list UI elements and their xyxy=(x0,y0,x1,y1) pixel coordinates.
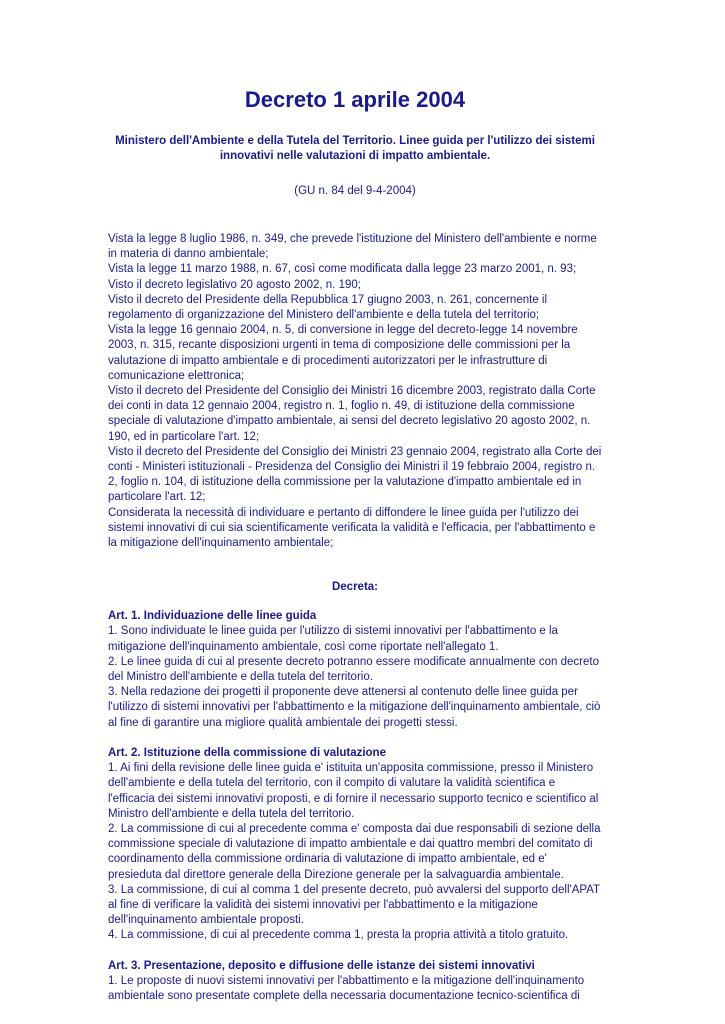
article-paragraph: 3. La commissione, di cui al comma 1 del presente decreto, può avvalersi del supporto dell'APAT al fine di verificare la validità dei sistemi innovativi per l'abbattimento e la mitigazione dell'inquinamento ambientale proposti. xyxy=(108,883,600,927)
premises-section xyxy=(108,232,602,551)
premise-item: Visto il decreto del Presidente del Consiglio dei Ministri 23 gennaio 2004, registrato alla Corte dei conti - Ministeri istituzionali - Presidenza del Consiglio dei Ministri il 19 febbraio 2004, registro n. 2, foglio n. 104, di istituzione della commissione per la valutazione d'impatto ambientale ed in particolare l'art. 12; xyxy=(108,445,602,504)
premise-item: Vista la legge 11 marzo 1988, n. 67, così come modificata dalla legge 23 marzo 2001, n. 93; xyxy=(108,263,577,276)
article-paragraph: 4. La commissione, di cui al precedente comma 1, presta la propria attività a titolo gratuito. xyxy=(108,929,569,942)
article-paragraph: 1. Le proposte di nuovi sistemi innovativi per l'abbattimento e la mitigazione dell'inquinamento ambientale sono presentate complete della necessaria documentazione tecnico-scientifica di xyxy=(108,974,585,1002)
article-paragraph: 2. Le linee guida di cui al presente decreto potranno essere modificate annualmente con decreto del Ministro dell'ambiente e della tutela del territorio. xyxy=(108,655,599,684)
premise-item: Visto il decreto del Presidente della Repubblica 17 giugno 2003, n. 261, concernente il regolamento di organizzazione del Ministero dell'ambiente e della tutela del territorio; xyxy=(108,293,548,322)
article-1 xyxy=(108,609,602,731)
article-paragraph: 1. Ai fini della revisione delle linee guida e' istituita un'apposita commissione, presso il Ministero dell'ambiente e della tutela del territorio, con il compito di valutare la validità scientifica e l'efficacia dei sistemi innovativi proposti, e di fornire il necessario supporto tecnico e scientifico al Ministro dell'ambiente e della tutela del territorio. xyxy=(108,762,599,820)
decreta-heading: Decreta: xyxy=(331,581,379,594)
document-title: Decreto 1 aprile 2004 xyxy=(244,87,466,112)
article-paragraph: 1. Sono individuate le linee guida per l'utilizzo di sistemi innovativi per l'abbattimento e la mitigazione dell'inquinamento ambientale, così come riportate nell'allegato 1. xyxy=(108,625,558,653)
premise-item: Visto il decreto del Presidente del Consiglio dei Ministri 16 dicembre 2003, registrato dalla Corte dei conti in data 12 gennaio 2004, registro n. 1, foglio n. 49, di istituzione della commissione speciale di valutazione d'impatto ambientale, ai sensi del decreto legislativo 20 agosto 2002, n. 190, ed in particolare l'art. 12; xyxy=(108,385,596,443)
article-2 xyxy=(108,746,602,944)
premise-item: Considerata la necessità di individuare e pertanto di diffondere le linee guida per l'utilizzo dei sistemi innovativi di cui sia scientificamente verificata la validità e l'efficacia, per l'abbattimento e la mitigazione dell'inquinamento ambientale; xyxy=(108,506,596,550)
premise-item: Visto il decreto legislativo 20 agosto 2002, n. 190; xyxy=(108,278,361,291)
article-heading: Art. 2. Istituzione della commissione di valutazione xyxy=(108,746,386,759)
article-paragraph: 3. Nella redazione dei progetti il proponente deve attenersi al contenuto delle linee guida per l'utilizzo di sistemi innovativi per l'abbattimento e la mitigazione dell'inquinamento ambientale, ciò al fine di garantire una migliore qualità ambientale dei progetti stessi. xyxy=(108,686,601,729)
premise-item: Vista la legge 8 luglio 1986, n. 349, che prevede l'istituzione del Ministero dell'ambiente e norme in materia di danno ambientale; xyxy=(108,233,597,261)
article-3 xyxy=(108,959,602,1005)
article-heading: Art. 3. Presentazione, deposito e diffusione delle istanze dei sistemi innovativi xyxy=(108,959,535,972)
premise-item: Vista la legge 16 gennaio 2004, n. 5, di conversione in legge del decreto-legge 14 novembre 2003, n. 315, recante disposizioni urgenti in tema di composizione delle commissioni per la valutazione di impatto ambientale e di procedimenti autorizzatori per le infrastrutture di comunicazione elettronica; xyxy=(108,324,578,382)
article-heading: Art. 1. Individuazione delle linee guida xyxy=(108,610,317,623)
article-paragraph: 2. La commissione di cui al precedente comma e' composta dai due responsabili di sezione della commissione speciale di valutazione di impatto ambientale e dai quattro membri del comitato di coordinamento della commissione ordinaria di valutazione di impatto ambientale, ed e' presieduta dal direttore generale della Direzione generale per la salvaguardia ambientale. xyxy=(108,822,601,881)
gazette-reference: (GU n. 84 del 9-4-2004) xyxy=(294,185,416,197)
document-subtitle: Ministero dell'Ambiente e della Tutela del Territorio. Linee guida per l'utilizzo dei sistemi innovativi nelle valutazioni di impatto ambientale. xyxy=(115,135,595,162)
